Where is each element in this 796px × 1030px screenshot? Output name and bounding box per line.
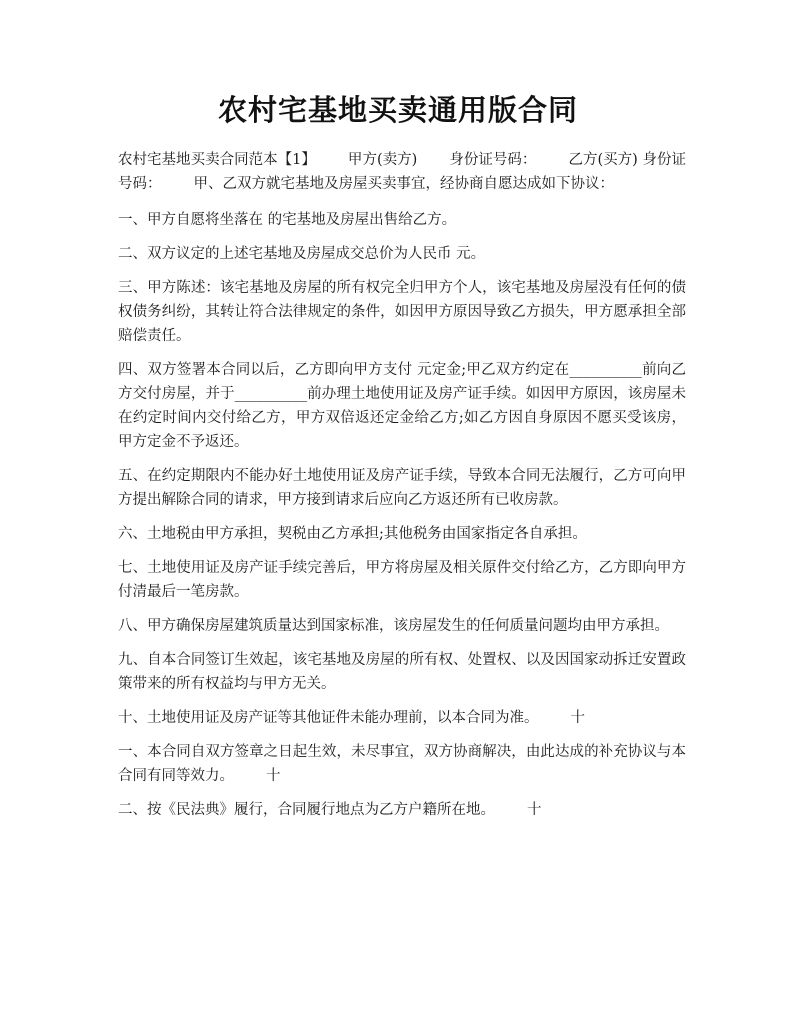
clause-2: 二、双方议定的上述宅基地及房屋成交总价为人民币 元。 [118,246,486,262]
clause-10-text: 十、土地使用证及房产证等其他证件未能办理前，以本合同为准。 [118,710,539,726]
clause-1: 一、甲方自愿将坐落在 的宅基地及房屋出售给乙方。 [118,212,457,228]
intro-agreement-text: 甲、乙双方就宅基地及房屋买卖事宜，经协商自愿达成如下协议： [193,176,614,192]
clause-11-lead: 十 [570,710,585,726]
clause-12-text: 二、按《民法典》履行，合同履行地点为乙方户籍所在地。 [118,802,495,818]
party-b-label: 乙方(买方) [568,152,638,168]
party-a-id-label: 身份证号码： [449,152,537,168]
party-a-label: 甲方(卖方) [347,152,418,168]
intro-paragraph [118,148,686,196]
intro-heading: 农村宅基地买卖合同范本【1】 [118,152,316,168]
clause-7: 七、土地使用证及房产证手续完善后，甲方将房屋及相关原件交付给乙方，乙方即向甲方付清最后一笔房款。 [118,560,686,600]
clause-3: 三、甲方陈述：该宅基地及房屋的所有权完全归甲方个人，该宅基地及房屋没有任何的债权债务纠纷，其转让符合法律规定的条件，如因甲方原因导致乙方损失，甲方愿承担全部赔偿责任。 [118,280,686,344]
clause-11-text: 一、本合同自双方签章之日起生效，未尽事宜，双方协商解决，由此达成的补充协议与本合同有同等效力。 [118,744,686,784]
party-b-id-label: 身份证号码： [118,152,686,192]
clause-9: 九、自本合同签订生效起，该宅基地及房屋的所有权、处置权、以及因国家动拆迁安置政策带来的所有权益均与甲方无关。 [118,652,686,692]
clause-6: 六、土地税由甲方承担，契税由乙方承担;其他税务由国家指定各自承担。 [118,526,587,542]
clause-12-lead: 十 [266,768,281,784]
clause-5: 五、在约定期限内不能办好土地使用证及房产证手续，导致本合同无法履行，乙方可向甲方提出解除合同的请求，甲方接到请求后应向乙方返还所有已收房款。 [118,468,686,508]
clause-12-tail: 十 [527,802,542,818]
document-title: 农村宅基地买卖通用版合同 [217,93,578,127]
clause-4: 四、双方签署本合同以后，乙方即向甲方支付 元定金;甲乙双方约定在__________前向乙方交付房屋，并于__________前办理土地使用证及房产证手续。如因甲方原因，该房屋未在约定时间内交付给乙方，甲方双倍返还定金给乙方;如乙方因自身原因不愿买受该房，甲方定金不予返还。 [118,362,686,450]
clause-8: 八、甲方确保房屋建筑质量达到国家标准，该房屋发生的任何质量问题均由甲方承担。 [118,618,669,634]
clause-10 [118,706,686,730]
clause-12 [118,798,686,822]
document-body [118,148,686,832]
clause-11 [118,740,686,788]
